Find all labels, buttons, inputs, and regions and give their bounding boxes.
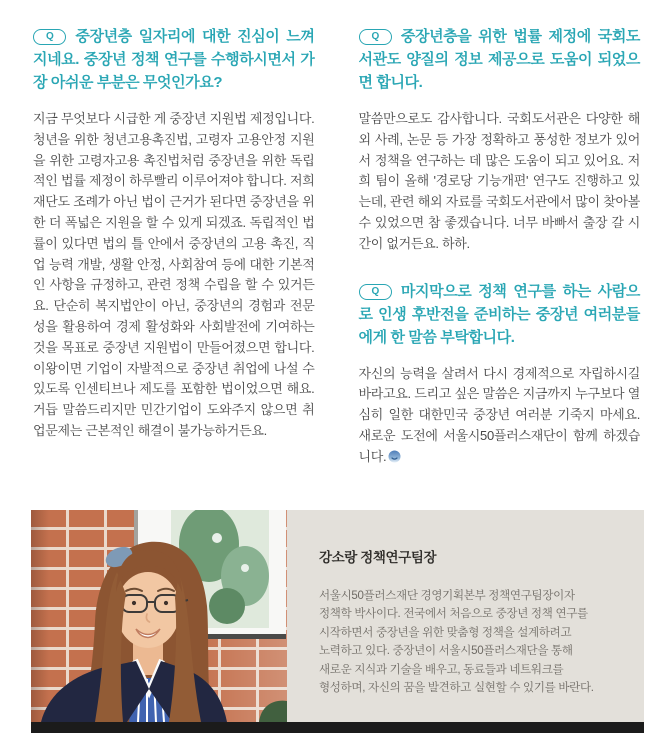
blue-smiley-emoji — [388, 449, 401, 470]
profile-name-title: 강소랑 정책연구팀장 — [319, 550, 437, 565]
question-heading-3 — [359, 280, 641, 349]
answer-text-1: 지금 무엇보다 시급한 게 중장년 지원법 제정입니다. 청년을 위한 청년고용촉진법, 고령자 고용안정 지원을 위한 고령자고용 촉진법처럼 중장년을 위한 독립적인 법률 제정이 하루빨리 이루어져야 합니다. 저희 재단도 조례가 아닌 법이 근거가 된다면 중장년을 위한 더 폭넓은 지원을 할 수 있게 되겠죠. 독립적인 법률이 있다면 법의 틀 안에서 중장년의 고용 촉진, 직업 능력 개발, 생활 안정, 사회참여 등에 대한 기본적인 사항을 규정하고, 관련 정책 수립을 할 수 있거든요. 단순히 복지법안이 아닌, 중장년의 경험과 전문성을 활용하여 경제 활성화와 사회발전에 기여하는 것을 목표로 중장년 지원법이 만들어졌으면 합니다. 이왕이면 기업이 자발적으로 중장년 취업에 나설 수 있도록 인센티브나 제도를 포함한 법이었으면 해요. 거듭 말씀드리지만 민간기업이 도와주지 않으면 취업문제는 근본적인 해결이 불가능하거든요. — [33, 111, 315, 438]
q-badge: Q — [359, 29, 392, 45]
corner-plant — [259, 701, 287, 722]
bio-line: 형성하며, 자신의 꿈을 발견하고 실현할 수 있기를 바란다. — [319, 682, 594, 695]
profile-bio — [319, 587, 616, 697]
right-column — [359, 25, 641, 470]
left-column — [33, 25, 315, 470]
answer-text-3 — [359, 364, 641, 470]
answer-text-3-body: 자신의 능력을 살려서 다시 경제적으로 자립하시길 바라고요. 드리고 싶은 말씀은 지금까지 누구보다 열심히 일한 대한민국 중장년 여러분 기죽지 마세요. 새로운 도전에 서울시50플러스재단이 함께 하겠습니다. — [358, 365, 640, 464]
question-heading-1 — [33, 25, 315, 94]
blazer-left — [41, 661, 149, 722]
bio-line: 서울시50플러스재단 경영기획본부 정책연구팀장이자 — [319, 590, 575, 602]
answer-text-2: 말씀만으로도 감사합니다. 국회도서관은 다양한 해외 사례, 논문 등 가장 정확하고 풍성한 정보가 있어서 정책을 연구하는 데 많은 도움이 되고 있어요. 저희 팀이 올해 '경로당 기능개편' 연구도 진행하고 있는데, 관련 해외 자료를 국회도서관에서 많이 찾아볼 수 있었으면 참 좋겠습니다. 너무 바빠서 출장 갈 시간이 없거든요. 하하. — [358, 111, 640, 251]
bottom-divider-bar — [31, 722, 644, 733]
bio-line: 시작하면서 중장년을 위한 맞춤형 정책을 설계하려고 — [319, 626, 572, 639]
question-text-2: 중장년층을 위한 법률 제정에 국회도서관도 양질의 정보 제공으로 도움이 되었으면 합니다. — [358, 28, 640, 91]
profile-section — [31, 510, 644, 733]
qa-block-3 — [359, 280, 641, 470]
question-text-1: 중장년층 일자리에 대한 진심이 느껴지네요. 중장년 정책 연구를 수행하시면서 가장 아쉬운 부분은 무엇인가요? — [33, 28, 315, 91]
q-badge: Q — [33, 29, 66, 45]
bio-line: 노력하고 있다. 중장년이 서울시50플러스재단을 통해 — [319, 645, 573, 658]
bio-line: 새로운 지식과 기술을 배우고, 동료들과 네트워크를 — [319, 663, 564, 676]
profile-photo — [31, 510, 287, 722]
bio-panel — [287, 510, 644, 722]
bio-line: 정책학 박사이다. 전국에서 처음으로 중장년 정책 연구를 — [319, 608, 588, 621]
q-badge: Q — [359, 284, 392, 300]
portrait-illustration — [31, 510, 287, 722]
qa-block-1 — [33, 25, 315, 442]
profile-media — [31, 510, 644, 722]
question-heading-2 — [359, 25, 641, 94]
qa-block-2 — [359, 25, 641, 255]
question-text-3: 마지막으로 정책 연구를 하는 사람으로 인생 후반전을 준비하는 중장년 여러분들에게 한 말씀 부탁합니다. — [358, 282, 640, 346]
